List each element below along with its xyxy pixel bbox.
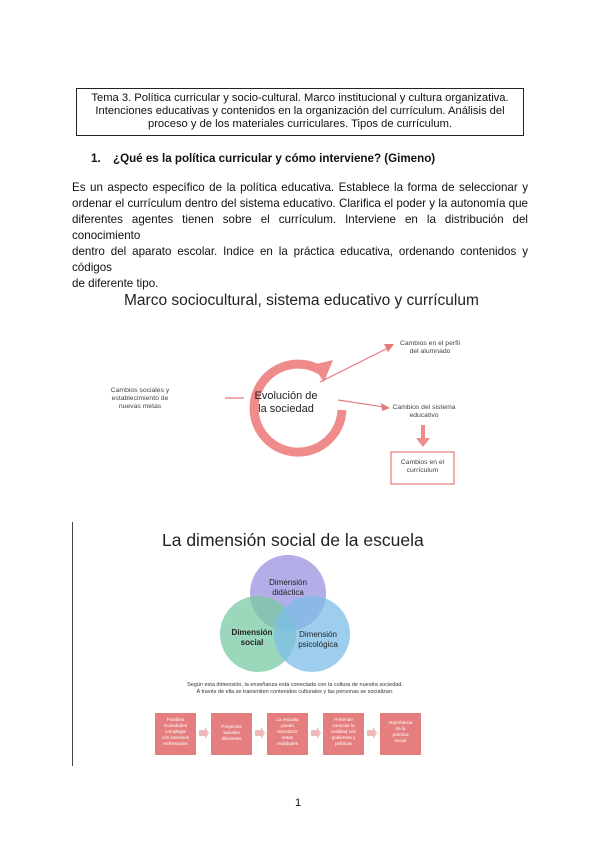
diagram1-bottom-box-label: Cambios en el currículum <box>400 459 445 474</box>
paragraph-line: dentro del aparato escolar. Indice en la práctica educativa, ordenando contenidos y códigos <box>72 245 528 274</box>
diagram1-right-label: Cambios del sistema educativo <box>392 404 456 419</box>
flow-arrow <box>311 727 321 739</box>
diagram1-title: Marco sociocultural, sistema educativo y currículum <box>124 292 479 309</box>
flow-box-label: La escuela puede reproducir estas realidades <box>276 717 299 746</box>
venn-label-didactic: Dimensión didáctica <box>269 578 307 597</box>
venn-label-psychological: Dimensión psicológica <box>298 630 338 649</box>
diagram1-center: Evolución de la sociedad <box>254 390 318 415</box>
page-number: 1 <box>295 797 302 809</box>
paragraph-line: ordenar el currículum dentro del sistema educativo. Clarifica el poder y la autonomía que <box>72 197 528 210</box>
diagram1-top-right-label: Cambios en el perfil del alumnado <box>399 340 461 355</box>
topic-title-line: Intenciones educativas y contenidos en la organización del currículum. Análisis del <box>95 105 505 118</box>
diagram2-title: La dimensión social de la escuela <box>162 530 424 550</box>
section-title: ¿Qué es la política curricular y cómo interviene? (Gimeno) <box>113 152 436 165</box>
diagram1-left-label: Cambios sociales y establecimiento de nuevas metas <box>110 387 170 410</box>
flow-box-label: Importancia de la práctica social <box>388 720 413 743</box>
paragraph-line: Es un aspecto específico de la política educativa. Establece la forma de seleccionar y <box>72 181 528 194</box>
diagram2-caption: Según esta dimensión, la enseñanza está conectada con la cultura de nuestra sociedad. A través de ella se transmiten contenidos culturales y las personas se socializan. <box>187 682 403 695</box>
paragraph-line: diferentes agentes tienen sobre el currículum. Interviene en la distribución del conocimiento <box>72 213 528 242</box>
topic-title-line: proceso y de los materiales curriculares. Tipos de currículum. <box>147 118 453 131</box>
flow-arrow <box>199 727 209 739</box>
flow-arrow <box>255 727 265 739</box>
flow-box-label: Proyectos sociales diferentes <box>221 724 242 741</box>
venn-label-social: Dimensión social <box>231 628 273 647</box>
flow-box-label: Pretende conectar la realidad con gobiernos y políticas <box>330 717 357 746</box>
flow-arrow <box>367 727 377 739</box>
section-number: 1. <box>91 152 101 165</box>
paragraph-line: de diferente tipo. <box>72 277 159 290</box>
flow-box-label: Posibles sociedades complejas con intereses enfrentados <box>161 717 190 746</box>
topic-title-line: Tema 3. Política curricular y socio-cultural. Marco institucional y cultura organizativa. <box>91 92 509 104</box>
